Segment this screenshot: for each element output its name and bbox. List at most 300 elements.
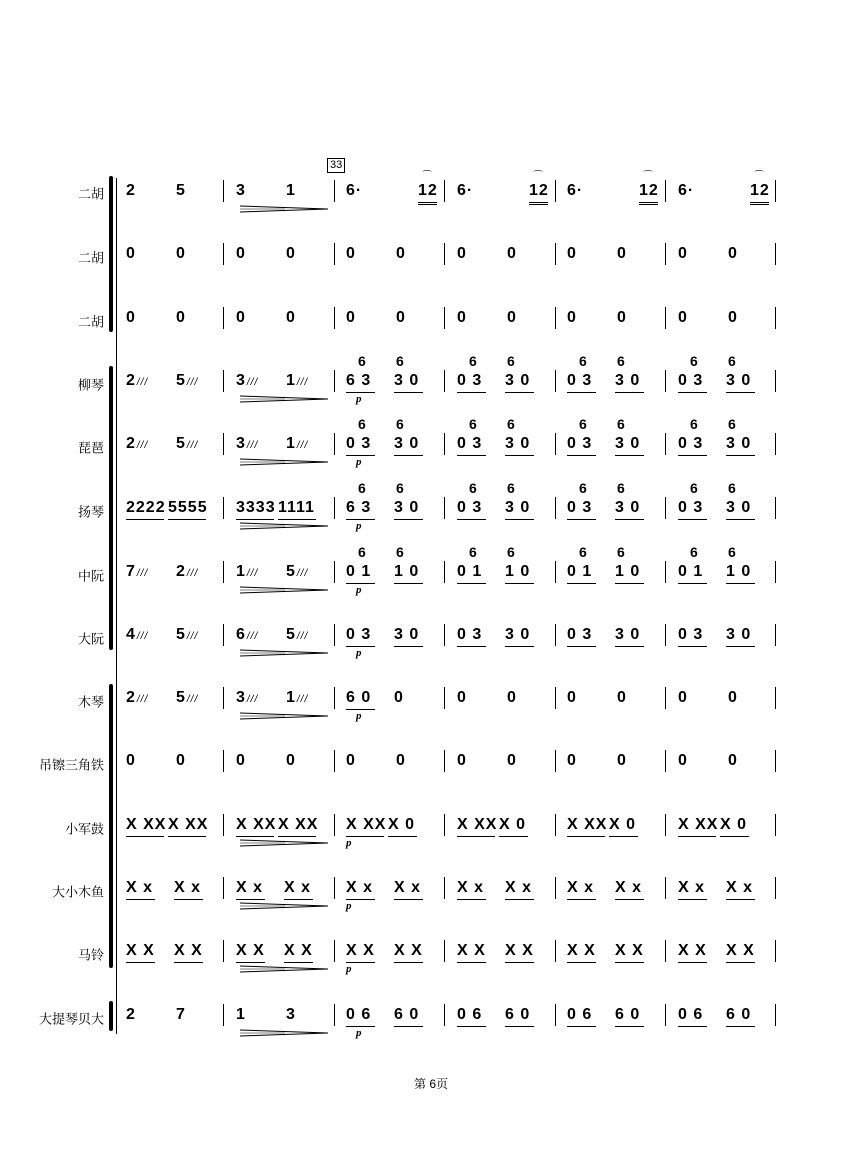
chord-note-above: 6	[507, 416, 515, 432]
note-group: 0 1	[567, 563, 593, 580]
note-group: 3 0	[615, 435, 641, 452]
chord-note-above: 6	[396, 480, 404, 496]
note-group: 0	[507, 309, 517, 326]
barline	[334, 1004, 335, 1026]
barline	[444, 497, 445, 519]
note-group: 2///	[126, 689, 149, 706]
note-group: X 0	[388, 816, 416, 833]
barline	[775, 370, 776, 392]
note-group: 0	[678, 689, 688, 706]
note-group: X 0	[720, 816, 748, 833]
note-group: 0	[728, 689, 738, 706]
instrument-label-daruan: 大阮	[77, 631, 104, 647]
note-group: 3 0	[615, 372, 641, 389]
note-group: 0 3	[678, 372, 704, 389]
barline	[555, 307, 556, 329]
note-group: X XX	[126, 816, 167, 833]
tremolo-mark: ///	[296, 440, 309, 451]
instrument-label-cymbal-triangle: 吊镲三角铁	[38, 757, 104, 773]
note-group: 3///	[236, 372, 259, 389]
barline	[775, 433, 776, 455]
barline	[444, 814, 445, 836]
note-group: X X	[174, 942, 203, 959]
chord-note-above: 6	[728, 416, 736, 432]
chord-note-above: 6	[358, 416, 366, 432]
tremolo-mark: ///	[186, 694, 199, 705]
diminuendo-hairpin	[240, 649, 330, 657]
beam-underline	[168, 519, 206, 520]
barline	[665, 877, 666, 899]
tremolo-mark: ///	[296, 631, 309, 642]
beam-underline	[126, 836, 164, 837]
chord-note-above: 6	[690, 416, 698, 432]
note-group: 2///	[176, 563, 199, 580]
beam-underline	[567, 836, 605, 837]
note-group: 0	[176, 245, 186, 262]
barline	[665, 750, 666, 772]
beam-underline	[394, 519, 423, 520]
note-group: 6 3	[346, 499, 372, 516]
instrument-label-xylophone: 木琴	[77, 694, 104, 710]
beam-underline	[388, 836, 417, 837]
barline	[555, 243, 556, 265]
note-group: 1///	[286, 689, 309, 706]
barline	[444, 370, 445, 392]
note-group: 5///	[176, 435, 199, 452]
note-group: 0	[457, 245, 467, 262]
note-group: 6·	[567, 182, 584, 199]
note-group: 0	[678, 245, 688, 262]
chord-note-above: 6	[728, 353, 736, 369]
beam-underline	[726, 519, 755, 520]
note-group: 0	[507, 689, 517, 706]
note-group: 3 0	[505, 626, 531, 643]
group-brace-plucked	[109, 366, 113, 650]
chord-note-above: 6	[507, 480, 515, 496]
barline	[334, 433, 335, 455]
note-group: X X	[126, 942, 155, 959]
barline	[444, 307, 445, 329]
beam-underline	[615, 646, 644, 647]
beam-underline	[236, 519, 274, 520]
dynamic-piano: p	[346, 900, 352, 912]
beam-underline	[726, 646, 755, 647]
note-group: X X	[505, 942, 534, 959]
chord-note-above: 6	[617, 480, 625, 496]
note-group: 4///	[126, 626, 149, 643]
beam-underline	[567, 1026, 596, 1027]
beam-underline	[174, 962, 203, 963]
underline	[750, 204, 769, 205]
tremolo-mark: ///	[136, 631, 149, 642]
note-group: 0 3	[567, 435, 593, 452]
note-group: 6 0	[394, 1006, 420, 1023]
note-group: 0	[286, 309, 296, 326]
beam-underline	[726, 962, 755, 963]
note-group: 5///	[176, 626, 199, 643]
note-group: 0	[728, 309, 738, 326]
tremolo-mark: ///	[136, 694, 149, 705]
beam-underline	[678, 583, 707, 584]
beam-underline	[505, 1026, 534, 1027]
instrument-label-zhongruan: 中阮	[77, 568, 104, 584]
tremolo-mark: ///	[186, 440, 199, 451]
barline	[665, 307, 666, 329]
note-group: 2///	[126, 372, 149, 389]
barline	[555, 750, 556, 772]
underline	[418, 204, 437, 205]
note-group: 2222	[126, 499, 166, 516]
chord-note-above: 6	[507, 353, 515, 369]
note-group: 3	[236, 182, 246, 199]
underline	[529, 202, 548, 203]
beam-underline	[615, 519, 644, 520]
beam-underline	[505, 455, 534, 456]
beam-underline	[499, 836, 528, 837]
diminuendo-hairpin	[240, 522, 330, 530]
note-group: 2///	[126, 435, 149, 452]
beam-underline	[394, 392, 423, 393]
barline	[665, 814, 666, 836]
instrument-label-cello-bass: 大提琴贝大	[38, 1011, 104, 1027]
underline	[750, 202, 769, 203]
underline	[418, 202, 437, 203]
beam-underline	[126, 519, 164, 520]
tremolo-mark: ///	[186, 377, 199, 388]
note-group: 12	[639, 182, 659, 199]
note-group: 3 0	[615, 626, 641, 643]
barline	[555, 940, 556, 962]
beam-underline	[284, 899, 313, 900]
beam-underline	[505, 583, 534, 584]
note-group: 0	[678, 309, 688, 326]
note-group: 0 3	[346, 626, 372, 643]
note-group: 1///	[286, 435, 309, 452]
barline	[223, 243, 224, 265]
beam-underline	[394, 1026, 423, 1027]
chord-note-above: 6	[728, 544, 736, 560]
instrument-label-erhu-2: 二胡	[77, 250, 104, 266]
barline	[334, 497, 335, 519]
fermata-icon: ⌒	[754, 171, 764, 182]
note-group: 5	[176, 182, 186, 199]
diminuendo-hairpin	[240, 458, 330, 466]
note-group: 0 3	[678, 499, 704, 516]
instrument-label-woodblocks: 大小木鱼	[51, 884, 104, 900]
group-brace-erhu	[109, 176, 113, 332]
barline	[334, 877, 335, 899]
tremolo-mark: ///	[296, 377, 309, 388]
note-group: 12	[529, 182, 549, 199]
beam-underline	[726, 392, 755, 393]
barline	[223, 370, 224, 392]
beam-underline	[457, 583, 486, 584]
note-group: 3	[286, 1006, 296, 1023]
barline	[775, 243, 776, 265]
instrument-label-erhu-1: 二胡	[77, 186, 104, 202]
barline	[223, 180, 224, 202]
instrument-label-erhu-3: 二胡	[77, 314, 104, 330]
chord-note-above: 6	[469, 544, 477, 560]
note-group: 0 1	[346, 563, 372, 580]
note-group: 0	[728, 245, 738, 262]
note-group: 3 0	[394, 626, 420, 643]
note-group: 1 0	[394, 563, 420, 580]
note-group: 5///	[176, 372, 199, 389]
note-group: 0	[396, 245, 406, 262]
barline	[444, 433, 445, 455]
chord-note-above: 6	[690, 544, 698, 560]
dynamic-piano: p	[356, 647, 362, 659]
fermata-icon: ⌒	[643, 171, 653, 182]
beam-underline	[236, 899, 265, 900]
barline	[223, 561, 224, 583]
note-group: X x	[567, 879, 595, 896]
chord-note-above: 6	[579, 480, 587, 496]
note-group: X x	[726, 879, 754, 896]
note-group: X x	[284, 879, 312, 896]
barline	[223, 877, 224, 899]
beam-underline	[726, 899, 755, 900]
barline	[334, 624, 335, 646]
note-group: 0	[728, 752, 738, 769]
note-group: 0	[457, 689, 467, 706]
note-group: 0	[617, 752, 627, 769]
note-group: 3///	[236, 435, 259, 452]
note-group: 0 1	[678, 563, 704, 580]
barline	[665, 561, 666, 583]
beam-underline	[457, 962, 486, 963]
chord-note-above: 6	[617, 544, 625, 560]
tremolo-mark: ///	[296, 694, 309, 705]
note-group: 0	[286, 752, 296, 769]
note-group: X 0	[499, 816, 527, 833]
note-group: X x	[505, 879, 533, 896]
chord-note-above: 6	[690, 480, 698, 496]
note-group: 0 1	[457, 563, 483, 580]
note-group: 0	[176, 752, 186, 769]
note-group: 0	[507, 752, 517, 769]
beam-underline	[678, 1026, 707, 1027]
tremolo-mark: ///	[136, 377, 149, 388]
note-group: 0 3	[346, 435, 372, 452]
barline	[223, 814, 224, 836]
barline	[665, 940, 666, 962]
beam-underline	[168, 836, 206, 837]
beam-underline	[394, 583, 423, 584]
note-group: 0	[346, 245, 356, 262]
barline	[665, 1004, 666, 1026]
note-group: 3333	[236, 499, 276, 516]
note-group: 3 0	[615, 499, 641, 516]
note-group: 3 0	[726, 626, 752, 643]
chord-note-above: 6	[579, 544, 587, 560]
barline	[444, 1004, 445, 1026]
barline	[334, 180, 335, 202]
note-group: X XX	[168, 816, 209, 833]
note-group: 0 3	[457, 435, 483, 452]
beam-underline	[567, 519, 596, 520]
note-group: X x	[615, 879, 643, 896]
note-group: 6 0	[346, 689, 372, 706]
note-group: 0 3	[457, 499, 483, 516]
note-group: 0	[507, 245, 517, 262]
beam-underline	[174, 899, 203, 900]
note-group: 0 3	[678, 626, 704, 643]
dynamic-piano: p	[356, 584, 362, 596]
note-group: 3 0	[394, 499, 420, 516]
chord-note-above: 6	[728, 480, 736, 496]
barline	[444, 750, 445, 772]
dynamic-piano: p	[346, 963, 352, 975]
page-number: 第 6页	[413, 1077, 448, 1091]
note-group: 1	[236, 1006, 246, 1023]
barline	[444, 877, 445, 899]
note-group: 0	[286, 245, 296, 262]
diminuendo-hairpin	[240, 1029, 330, 1037]
chord-note-above: 6	[469, 353, 477, 369]
barline	[775, 497, 776, 519]
note-group: 0 6	[346, 1006, 372, 1023]
chord-note-above: 6	[358, 544, 366, 560]
beam-underline	[505, 962, 534, 963]
beam-underline	[394, 646, 423, 647]
barline	[334, 370, 335, 392]
barline	[223, 307, 224, 329]
beam-underline	[505, 519, 534, 520]
barline	[775, 1004, 776, 1026]
chord-note-above: 6	[358, 480, 366, 496]
instrument-label-yangqin: 扬琴	[77, 504, 104, 520]
note-group: X x	[126, 879, 154, 896]
note-group: 0	[394, 689, 404, 706]
beam-underline	[615, 899, 644, 900]
beam-underline	[678, 646, 707, 647]
barline	[775, 561, 776, 583]
barline	[444, 940, 445, 962]
note-group: 1///	[286, 372, 309, 389]
diminuendo-hairpin	[240, 712, 330, 720]
instrument-label-pipa: 琵琶	[77, 440, 104, 456]
beam-underline	[678, 519, 707, 520]
note-group: 0	[567, 689, 577, 706]
beam-underline	[567, 646, 596, 647]
note-group: 0	[396, 309, 406, 326]
dynamic-piano: p	[356, 520, 362, 532]
note-group: 3 0	[726, 435, 752, 452]
barline	[334, 814, 335, 836]
barline	[555, 561, 556, 583]
beam-underline	[457, 899, 486, 900]
barline	[665, 180, 666, 202]
beam-underline	[567, 392, 596, 393]
note-group: 3 0	[394, 435, 420, 452]
chord-note-above: 6	[396, 416, 404, 432]
note-group: 0	[176, 309, 186, 326]
note-group: X XX	[457, 816, 498, 833]
note-group: 5///	[176, 689, 199, 706]
beam-underline	[457, 836, 495, 837]
barline	[334, 940, 335, 962]
fermata-icon: ⌒	[422, 171, 432, 182]
beam-underline	[615, 962, 644, 963]
note-group: X X	[284, 942, 313, 959]
barline	[775, 687, 776, 709]
note-group: 6·	[678, 182, 695, 199]
tremolo-mark: ///	[246, 377, 259, 388]
barline	[223, 940, 224, 962]
barline	[775, 307, 776, 329]
note-group: X XX	[236, 816, 277, 833]
underline	[529, 204, 548, 205]
note-group: 0	[236, 245, 246, 262]
note-group: 0	[457, 309, 467, 326]
note-group: X X	[567, 942, 596, 959]
barline	[223, 1004, 224, 1026]
note-group: X X	[394, 942, 423, 959]
group-brace-percussion	[109, 684, 113, 968]
note-group: 1111	[278, 499, 315, 516]
beam-underline	[284, 962, 313, 963]
note-group: 7///	[126, 563, 149, 580]
barline	[775, 750, 776, 772]
note-group: X XX	[278, 816, 319, 833]
barline	[444, 243, 445, 265]
beam-underline	[457, 519, 486, 520]
beam-underline	[457, 455, 486, 456]
beam-underline	[236, 962, 265, 963]
note-group: 0 3	[567, 372, 593, 389]
note-group: 12	[418, 182, 438, 199]
barline	[555, 180, 556, 202]
beam-underline	[457, 646, 486, 647]
barline	[665, 624, 666, 646]
chord-note-above: 6	[579, 353, 587, 369]
note-group: 0	[617, 689, 627, 706]
barline	[223, 497, 224, 519]
underline	[639, 204, 658, 205]
beam-underline	[278, 836, 316, 837]
beam-underline	[609, 836, 638, 837]
note-group: 0	[126, 245, 136, 262]
beam-underline	[505, 899, 534, 900]
chord-note-above: 6	[617, 416, 625, 432]
note-group: 0	[236, 752, 246, 769]
barline	[334, 750, 335, 772]
note-group: 3///	[236, 689, 259, 706]
barline	[775, 940, 776, 962]
note-group: 0	[567, 309, 577, 326]
beam-underline	[720, 836, 749, 837]
barline	[775, 624, 776, 646]
note-group: 0 3	[567, 626, 593, 643]
note-group: 1///	[236, 563, 259, 580]
beam-underline	[615, 583, 644, 584]
beam-underline	[505, 646, 534, 647]
chord-note-above: 6	[469, 416, 477, 432]
note-group: 6·	[457, 182, 474, 199]
dynamic-piano: p	[356, 393, 362, 405]
tremolo-mark: ///	[246, 694, 259, 705]
tremolo-mark: ///	[136, 568, 149, 579]
note-group: X XX	[346, 816, 387, 833]
note-group: 0 3	[567, 499, 593, 516]
beam-underline	[678, 455, 707, 456]
note-group: 1 0	[615, 563, 641, 580]
barline	[334, 243, 335, 265]
beam-underline	[678, 392, 707, 393]
note-group: 0	[567, 752, 577, 769]
